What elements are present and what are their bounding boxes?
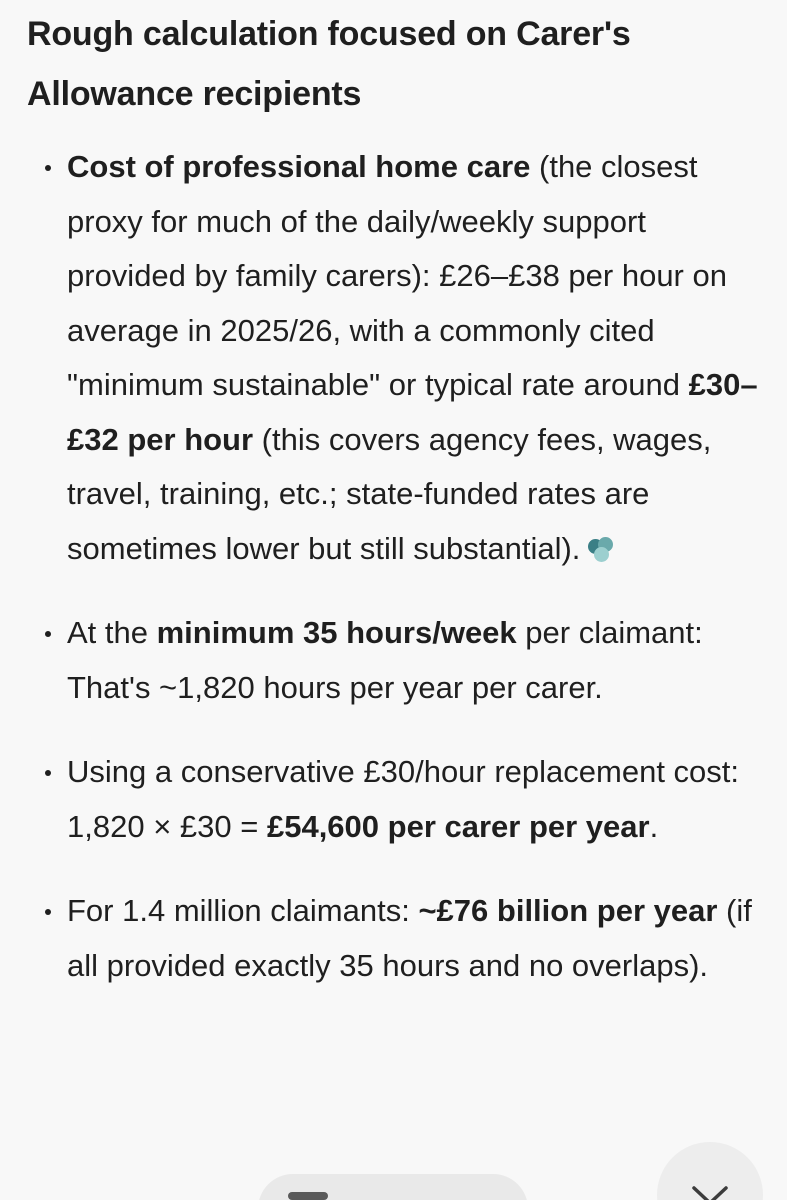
bullet-text-bold: ~£76 billion per year [418,893,718,928]
scroll-down-button[interactable] [657,1142,763,1200]
bullet-text-bold: £30–£32 per hour [67,367,758,457]
bullet-dot [45,165,51,171]
action-icon [288,1192,328,1200]
bullet-text: Using a conservative £30/hour replacement cost: 1,820 × £30 = [67,754,740,844]
bullet-item-minimum-hours [0,606,787,715]
bullet-dot [45,631,51,637]
bullet-text: . [649,808,659,844]
chevron-down-icon [692,1186,728,1200]
bullet-text-bold: £54,600 per carer per year [266,808,650,844]
section-heading: Rough calculation focused on Carer's Allowance recipients [27,15,631,113]
source-citation-icon[interactable] [588,537,618,563]
bullet-item-home-care-cost [0,140,787,576]
bullet-text: per claimant: That's ~1,820 hours per year per carer. [67,615,703,705]
bullet-dot [45,770,51,776]
bullet-dot [45,909,51,915]
bullet-text: (the closest proxy for much of the daily/weekly support provided by family carers): £26–£38 per hour on average in 2025/26, with a commonly cited "minimum sustainable" or typical rate around [67,149,727,402]
bullet-item-per-carer-cost [0,745,787,854]
bullet-text: (this covers agency fees, wages, travel, training, etc.; state-funded rates are sometimes lower but still substantial). [67,421,712,566]
bullet-text: For 1.4 million claimants: [67,893,419,928]
bullet-text: At the [67,615,157,650]
bullet-text-bold: Cost of professional home care [67,149,531,184]
bullet-list [0,140,787,1023]
bullet-item-total-cost [0,884,787,993]
floating-action-button[interactable] [258,1174,528,1200]
bullet-text-bold: minimum 35 hours/week [156,615,517,650]
bullet-text: (if all provided exactly 35 hours and no overlaps). [67,893,752,983]
